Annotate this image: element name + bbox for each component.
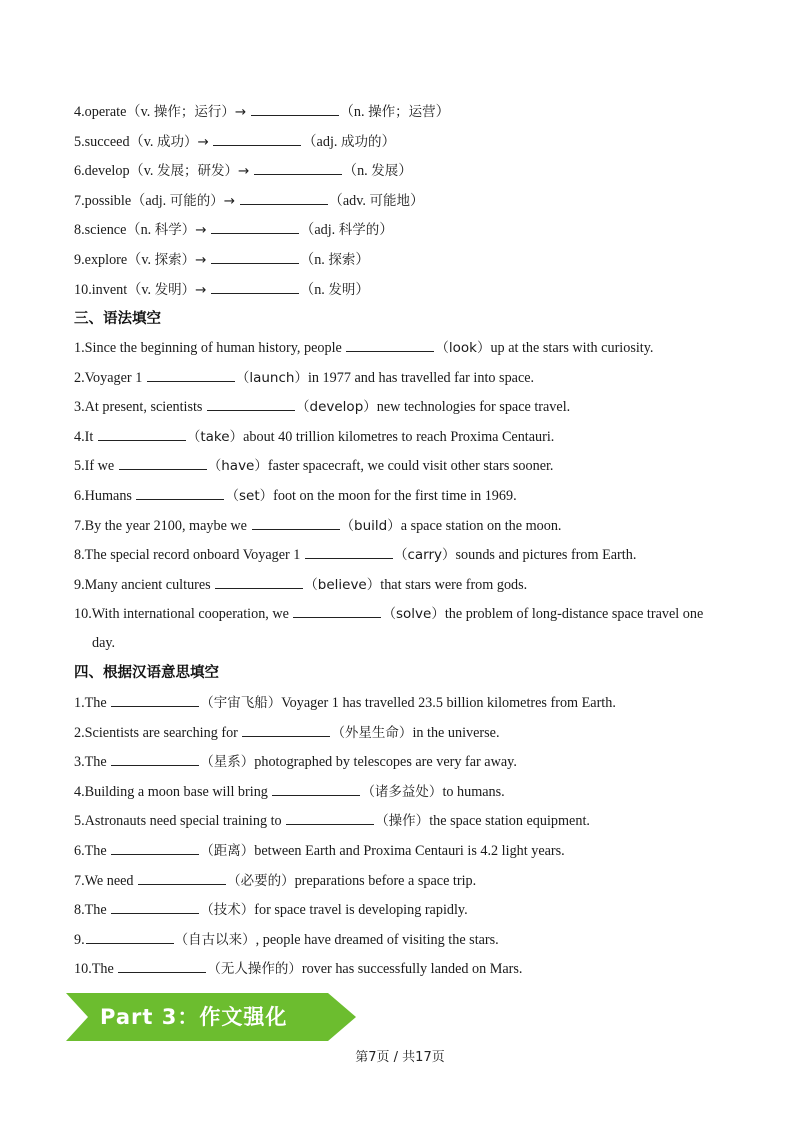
question-text: 1.Since the beginning of human history, people xyxy=(74,340,346,356)
word-entry: 6.develop（v. xyxy=(74,163,158,180)
question-text-after: in the universe. xyxy=(412,724,500,741)
question-text: 3.The xyxy=(74,754,111,771)
question-row xyxy=(74,368,534,388)
word-form-row xyxy=(74,250,370,270)
question-text: 4.It xyxy=(74,428,97,445)
arrow-label: ）→ xyxy=(224,163,250,180)
target-part-of-speech: （adj. xyxy=(302,133,341,150)
answer-blank[interactable] xyxy=(147,368,235,382)
question-row xyxy=(74,545,636,565)
question-hint: （launch） xyxy=(235,369,308,386)
word-entry: 10.invent（v. xyxy=(74,281,155,298)
question-row xyxy=(74,811,590,831)
section-heading-grammar: 三、语法填空 xyxy=(74,311,161,327)
question-text-after: in 1977 and has travelled far into space. xyxy=(307,369,535,386)
question-row xyxy=(74,427,554,447)
word-meaning: 操作；运行 xyxy=(153,104,222,120)
answer-blank[interactable] xyxy=(272,782,360,796)
target-meaning: 成功的 xyxy=(340,133,382,150)
question-row xyxy=(74,930,499,950)
question-row xyxy=(74,871,476,891)
closing-paren: ） xyxy=(409,192,425,209)
word-meaning: 科学 xyxy=(154,222,182,239)
closing-paren: ） xyxy=(355,281,370,298)
question-text: 2.Voyager 1 xyxy=(74,369,146,386)
word-form-row xyxy=(74,161,412,181)
answer-blank[interactable] xyxy=(252,516,340,530)
answer-blank[interactable] xyxy=(305,545,393,559)
answer-blank[interactable] xyxy=(207,397,295,411)
arrow-label: ）→ xyxy=(221,104,247,120)
word-form-row xyxy=(74,102,450,122)
question-continuation: day. xyxy=(92,635,116,651)
question-text: 3.At present, scientists xyxy=(74,399,207,416)
question-text: 6.Humans xyxy=(74,488,136,504)
target-part-of-speech: （n. xyxy=(342,163,372,180)
question-hint: （诸多益处） xyxy=(361,783,443,800)
answer-blank[interactable] xyxy=(215,575,303,589)
question-hint: （宇宙飞船） xyxy=(200,695,282,711)
question-text: 7.By the year 2100, maybe we xyxy=(74,517,251,534)
answer-blank[interactable] xyxy=(211,250,299,264)
target-part-of-speech: （adv. xyxy=(328,192,370,209)
question-hint: （星系） xyxy=(200,754,255,771)
part3-banner xyxy=(66,993,356,1041)
question-row xyxy=(74,959,522,979)
section-heading-chinese-meaning: 四、根据汉语意思填空 xyxy=(74,665,219,681)
question-text-after: the problem of long-distance space travel one xyxy=(444,606,704,623)
closing-paren: ） xyxy=(355,252,370,268)
question-row xyxy=(74,752,517,772)
question-hint: （必要的） xyxy=(227,872,295,889)
target-part-of-speech: （n. xyxy=(339,104,369,120)
answer-blank[interactable] xyxy=(346,338,434,352)
question-text-after: to humans. xyxy=(442,783,505,800)
question-hint: （take） xyxy=(186,428,244,445)
answer-blank[interactable] xyxy=(211,220,299,234)
target-part-of-speech: （n. xyxy=(300,252,329,268)
question-row xyxy=(74,604,703,624)
question-hint: （自古以来） xyxy=(174,931,256,948)
answer-blank[interactable] xyxy=(240,191,328,205)
question-hint: （距离） xyxy=(200,843,255,859)
question-text: 5.If we xyxy=(74,458,118,475)
answer-blank[interactable] xyxy=(136,486,224,500)
question-row xyxy=(74,723,500,743)
answer-blank[interactable] xyxy=(111,841,199,855)
question-hint: （外星生命） xyxy=(331,724,413,741)
answer-blank[interactable] xyxy=(254,161,342,175)
question-row xyxy=(74,516,561,536)
question-text: 6.The xyxy=(74,843,111,859)
word-entry: 5.succeed（v. xyxy=(74,133,157,150)
word-form-row xyxy=(74,132,396,152)
question-row xyxy=(74,397,570,417)
target-part-of-speech: （adj. xyxy=(300,222,339,239)
question-text-after: photographed by telescopes are very far away. xyxy=(254,754,517,771)
question-hint: （look） xyxy=(435,340,491,356)
answer-blank[interactable] xyxy=(118,959,206,973)
arrow-label: ）→ xyxy=(210,192,236,209)
question-text-after: that stars were from gods. xyxy=(380,576,528,593)
word-entry: 4.operate（v. xyxy=(74,104,154,120)
question-hint: （无人操作的） xyxy=(207,961,302,978)
word-meaning: 探索 xyxy=(154,252,182,268)
question-row xyxy=(74,900,468,920)
question-hint: （操作） xyxy=(375,813,430,830)
closing-paren: ） xyxy=(379,222,394,239)
question-text-after: , people have dreamed of visiting the stars. xyxy=(255,931,499,948)
question-text-after: preparations before a space trip. xyxy=(294,872,477,889)
target-meaning: 探索 xyxy=(328,252,356,268)
question-text-after: for space travel is developing rapidly. xyxy=(254,902,468,919)
word-entry: 8.science（n. xyxy=(74,222,155,239)
question-hint: （build） xyxy=(340,517,401,534)
word-form-row xyxy=(74,280,370,300)
target-meaning: 科学的 xyxy=(338,222,380,239)
question-row xyxy=(74,338,653,358)
question-row xyxy=(74,693,616,713)
word-form-row xyxy=(74,220,393,240)
question-hint: （solve） xyxy=(382,606,445,623)
target-meaning: 可能地 xyxy=(369,192,410,209)
question-text: 1.The xyxy=(74,695,111,711)
word-meaning: 成功 xyxy=(157,133,184,150)
answer-blank[interactable] xyxy=(111,693,199,707)
question-hint: （develop） xyxy=(296,399,377,416)
question-text-after: foot on the moon for the first time in 1969. xyxy=(273,488,517,504)
answer-blank[interactable] xyxy=(213,132,301,146)
word-meaning: 可能的 xyxy=(169,192,211,209)
question-text: 9.Many ancient cultures xyxy=(74,576,215,593)
word-entry: 7.possible（adj. xyxy=(74,192,170,209)
question-row xyxy=(74,841,565,861)
question-text: 10.With international cooperation, we xyxy=(74,606,293,623)
target-part-of-speech: （n. xyxy=(300,281,329,298)
word-meaning: 发明 xyxy=(154,281,182,298)
question-text: 7.We need xyxy=(74,872,138,889)
answer-blank[interactable] xyxy=(86,930,174,944)
answer-blank[interactable] xyxy=(138,871,226,885)
question-text-after: about 40 trillion kilometres to reach Proxima Centauri. xyxy=(243,428,555,445)
question-row xyxy=(74,486,517,506)
question-row xyxy=(74,456,553,476)
question-text: 5.Astronauts need special training to xyxy=(74,813,286,830)
question-text-after: up at the stars with curiosity. xyxy=(490,340,654,356)
answer-blank[interactable] xyxy=(251,102,339,116)
question-text: 4.Building a moon base will bring xyxy=(74,783,272,800)
answer-blank[interactable] xyxy=(211,280,299,294)
answer-blank[interactable] xyxy=(293,604,381,618)
question-text-after: a space station on the moon. xyxy=(400,517,562,534)
question-hint: （技术） xyxy=(200,902,255,919)
arrow-label: ）→ xyxy=(181,222,207,239)
question-text-after: rover has successfully landed on Mars. xyxy=(301,961,523,978)
target-meaning: 操作；运营 xyxy=(368,104,436,120)
target-meaning: 发展 xyxy=(371,163,399,180)
answer-blank[interactable] xyxy=(242,723,330,737)
arrow-label: ）→ xyxy=(184,133,209,150)
question-text: 8.The special record onboard Voyager 1 xyxy=(74,547,304,564)
question-hint: （carry） xyxy=(393,547,456,564)
answer-blank[interactable] xyxy=(98,427,186,441)
closing-paren: ） xyxy=(398,163,413,180)
answer-blank[interactable] xyxy=(111,900,199,914)
answer-blank[interactable] xyxy=(286,811,374,825)
question-text: 2.Scientists are searching for xyxy=(74,724,242,741)
word-meaning: 发展；研发 xyxy=(157,163,225,180)
question-text-after: the space station equipment. xyxy=(429,813,590,830)
question-text-after: Voyager 1 has travelled 23.5 billion kilometres from Earth. xyxy=(281,695,616,711)
word-entry: 9.explore（v. xyxy=(74,252,155,268)
question-text: 8.The xyxy=(74,902,111,919)
question-row xyxy=(74,782,505,802)
question-text: 9. xyxy=(74,931,85,948)
question-text-after: faster spacecraft, we could visit other stars sooner. xyxy=(267,458,554,475)
question-hint: （set） xyxy=(225,488,274,504)
arrow-label: ）→ xyxy=(181,281,207,298)
question-text: 10.The xyxy=(74,961,118,978)
closing-paren: ） xyxy=(435,104,450,120)
banner-title: Part 3：作文强化 xyxy=(100,1005,288,1029)
question-hint: （have） xyxy=(207,458,268,475)
question-text-after: sounds and pictures from Earth. xyxy=(455,547,637,564)
question-text-after: between Earth and Proxima Centauri is 4.2 light years. xyxy=(254,843,565,859)
word-form-row xyxy=(74,191,424,211)
target-meaning: 发明 xyxy=(328,281,356,298)
question-text-after: new technologies for space travel. xyxy=(376,399,571,416)
question-hint: （believe） xyxy=(304,576,381,593)
answer-blank[interactable] xyxy=(111,752,199,766)
arrow-label: ）→ xyxy=(181,252,207,268)
question-row xyxy=(74,575,527,595)
answer-blank[interactable] xyxy=(119,456,207,470)
closing-paren: ） xyxy=(381,133,396,150)
page-footer: 第7页 / 共17页 xyxy=(355,1050,445,1065)
